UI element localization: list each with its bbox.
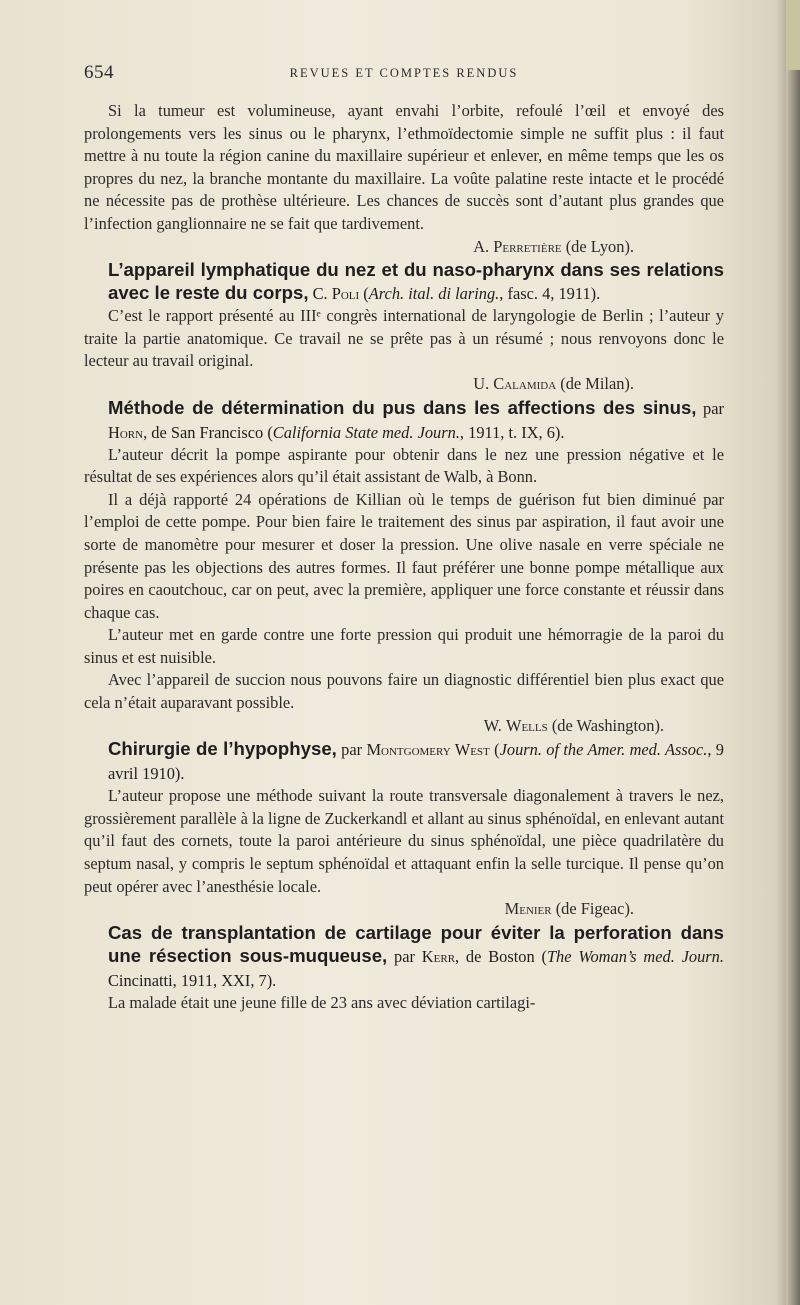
article-title: Chirurgie de l’hypophyse,: [108, 738, 337, 760]
signature-name: Perretière: [493, 236, 562, 256]
article-author: Horn: [108, 422, 144, 442]
paragraph: L’auteur propose une méthode suivant la route transversale diagonalement à travers le nez, grossièrement parallèle à la ligne de Zuckerkandl et allant au sinus sphénoïdal, en enlevant autant qu’il faut des cornets, toute la paroi antérieure du sinus sphénoïdal, une pièce quadrilatère du septum nasal, y compris le septum sphénoïdal et attaquant enfin la selle turcique. Il pense qu’on peut opérer avec l’anesthésie locale.: [84, 786, 724, 896]
paragraph: L’auteur décrit la pompe aspirante pour obtenir dans le nez une pression négative et le résultat de ses expériences alors qu’il était assistant de Walb, à Bonn.: [84, 444, 724, 487]
paragraph: Avec l’appareil de succion nous pouvons faire un diagnostic différentiel bien plus exact que cela n’était auparavant possible.: [84, 670, 724, 713]
signature-name: Calamida: [493, 373, 557, 393]
article-heading: Cas de transplantation de cartilage pour éviter la perforation dans une résection sous-muqueuse, par Kerr, de Boston (The Woman’s med. Journ. Cincinatti, 1911, XXI, 7).: [108, 921, 724, 990]
paragraph: La malade était une jeune fille de 23 ans avec déviation cartilagi-: [108, 992, 536, 1012]
page-header: [84, 62, 724, 86]
paragraph: Il a déjà rapporté 24 opérations de Killian où le temps de guérison fut bien diminué par l’emploi de cette pompe. Pour bien faire le traitement des sinus par aspiration, il faut avoir une sorte de manomètre pour mesurer et doser la pression. Une olive nasale en verre spéciale ne présente pas les objections des autres formes. Il faut préférer une bonne pompe métallique aux poires en caoutchouc, car on peut, avec la première, appliquer une force constante et réussir dans chaque cas.: [84, 489, 724, 622]
page-edge-corner: [786, 0, 800, 70]
signature-name: Wells: [505, 715, 548, 735]
article-source: Arch. ital. di laring.: [368, 284, 500, 304]
article-heading: Méthode de détermination du pus dans les affections des sinus, par Horn, de San Francisco (California State med. Journ., 1911, t. IX, 6).: [108, 396, 724, 442]
article-source: California State med. Journ.: [272, 422, 460, 442]
article-heading: Chirurgie de l’hypophyse, par Montgomery West (Journ. of the Amer. med. Assoc., 9 avril 1910).: [108, 738, 724, 784]
paragraph: C’est le rapport présenté au IIIᵉ congrès international de laryngologie de Berlin ; l’auteur y traite la partie anatomique. Ce travail ne se prête pas à un résumé ; nous renvoyons donc le lecteur au travail original.: [84, 306, 724, 371]
article-source: Journ. of the Amer. med. Assoc.: [499, 740, 708, 760]
page-number: 654: [84, 62, 114, 83]
article-author: C. Poli: [312, 284, 360, 304]
signature: Menier (de Figeac).: [504, 899, 634, 919]
article-title: L’appareil lymphatique du nez et du naso-pharynx dans ses relations avec le reste du corps,: [108, 259, 724, 304]
signature: A. Perretière (de Lyon).: [473, 236, 634, 256]
paragraph: L’auteur met en garde contre une forte pression qui produit une hémorragie de la paroi du sinus et est nuisible.: [84, 625, 724, 667]
article-author: Montgomery West: [366, 740, 490, 760]
article-author: Kerr: [421, 946, 456, 966]
article-source: The Woman’s med. Journ.: [546, 946, 724, 966]
paragraph: Si la tumeur est volumineuse, ayant envahi l’orbite, refoulé l’œil et envoyé des prolongements vers les sinus ou le pharynx, l’ethmoïdectomie simple ne suffit plus : il faut mettre à nu toute la région canine du maxillaire supérieur et enlever, en même temps que les os propres du nez, la branche montante du maxillaire. La voûte palatine reste intacte et le procédé ne nécessite pas de prothèse ultérieure. Les chances de succès sont d’autant plus grandes que l’infection ganglionnaire ne se fait que tardivement.: [84, 101, 724, 233]
signature-name: Menier: [504, 899, 552, 919]
article-title: Méthode de détermination du pus dans les affections des sinus,: [108, 396, 697, 418]
article-heading: L’appareil lymphatique du nez et du naso-pharynx dans ses relations avec le reste du corps, C. Poli (Arch. ital. di laring., fasc. 4, 1911).: [108, 259, 724, 304]
signature: U. Calamida (de Milan).: [473, 373, 634, 393]
page-body: [84, 100, 724, 1014]
page-edge-shadow: [786, 0, 800, 1305]
article-title: Cas de transplantation de cartilage pour éviter la perforation dans une résection sous-muqueuse,: [108, 921, 724, 966]
running-title: REVUES ET COMPTES RENDUS: [289, 66, 519, 80]
signature: W. Wells (de Washington).: [483, 715, 664, 735]
